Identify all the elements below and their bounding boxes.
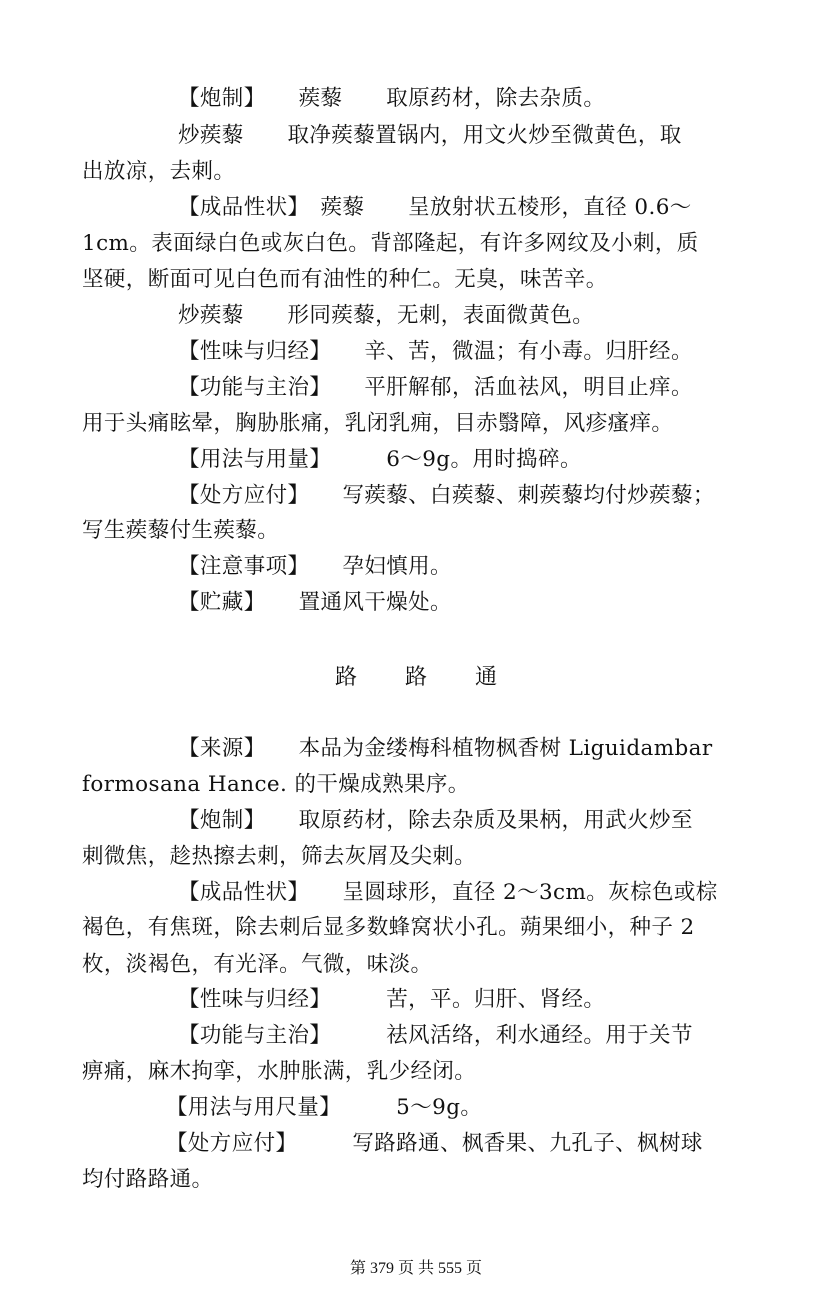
text-line: 【功能与主治】 平肝解郁，活血祛风，明目止痒。 [178,375,693,400]
text-line: 均付路路通。 [82,1167,214,1192]
text-line: 出放凉，去刺。 [82,159,236,184]
text-line: 【用法与用尺量】 5～9g。 [166,1095,483,1120]
text-line: formosana Hance. 的干燥成熟果序。 [82,772,470,797]
section-title-char: 通 [475,665,498,690]
text-line: 炒蒺藜 取净蒺藜置锅内，用文火炒至微黄色，取 [178,123,682,148]
text-line: 【性味与归经】 苦，平。归肝、肾经。 [178,987,606,1012]
text-line: 枚，淡褐色，有光泽。气微，味淡。 [82,952,433,977]
text-line: 炒蒺藜 形同蒺藜，无刺，表面微黄色。 [178,303,595,328]
text-line: 【用法与用量】 6～9g。用时捣碎。 [178,447,582,472]
text-line: 【处方应付】 写蒺藜、白蒺藜、刺蒺藜均付炒蒺藜； [178,483,715,508]
text-line: 【来源】 本品为金缕梅科植物枫香树 Liguidambar [178,736,713,761]
text-line: 【贮藏】 置通风干燥处。 [178,590,452,615]
text-line: 1cm。表面绿白色或灰白色。背部隆起，有许多网纹及小刺，质 [82,231,699,256]
text-line: 【注意事项】 孕妇慎用。 [178,554,452,579]
text-line: 【功能与主治】 祛风活络，利水通经。用于关节 [178,1023,693,1048]
text-line: 【成品性状】 呈圆球形，直径 2～3cm。灰棕色或棕 [178,880,718,905]
text-line: 褐色，有焦斑，除去刺后显多数蜂窝状小孔。蒴果细小，种子 2 [82,915,695,940]
text-line: 痹痛，麻木拘挛，水肿胀满，乳少经闭。 [82,1059,477,1084]
section-title-char: 路 [404,665,427,690]
text-line: 【成品性状】 蒺藜 呈放射状五棱形，直径 0.6～ [178,195,692,220]
text-line: 【炮制】 蒺藜 取原药材，除去杂质。 [178,86,606,111]
text-line: 坚硬，断面可见白色而有油性的种仁。无臭，味苦辛。 [82,267,608,292]
section-title [0,660,832,691]
text-line: 刺微焦，趁热擦去刺，筛去灰屑及尖刺。 [82,844,477,869]
text-line: 【处方应付】 写路路通、枫香果、九孔子、枫树球 [166,1131,703,1156]
text-line: 【性味与归经】 辛、苦，微温；有小毒。归肝经。 [178,339,693,364]
text-line: 写生蒺藜付生蒺藜。 [82,518,280,543]
text-line: 用于头痛眩晕，胸胁胀痛，乳闭乳痈，目赤翳障，风疹瘙痒。 [82,411,674,436]
text-line: 【炮制】 取原药材，除去杂质及果柄，用武火炒至 [178,808,693,833]
section-title-char: 路 [334,665,357,690]
page-footer: 第 379 页 共 555 页 [349,1260,482,1277]
